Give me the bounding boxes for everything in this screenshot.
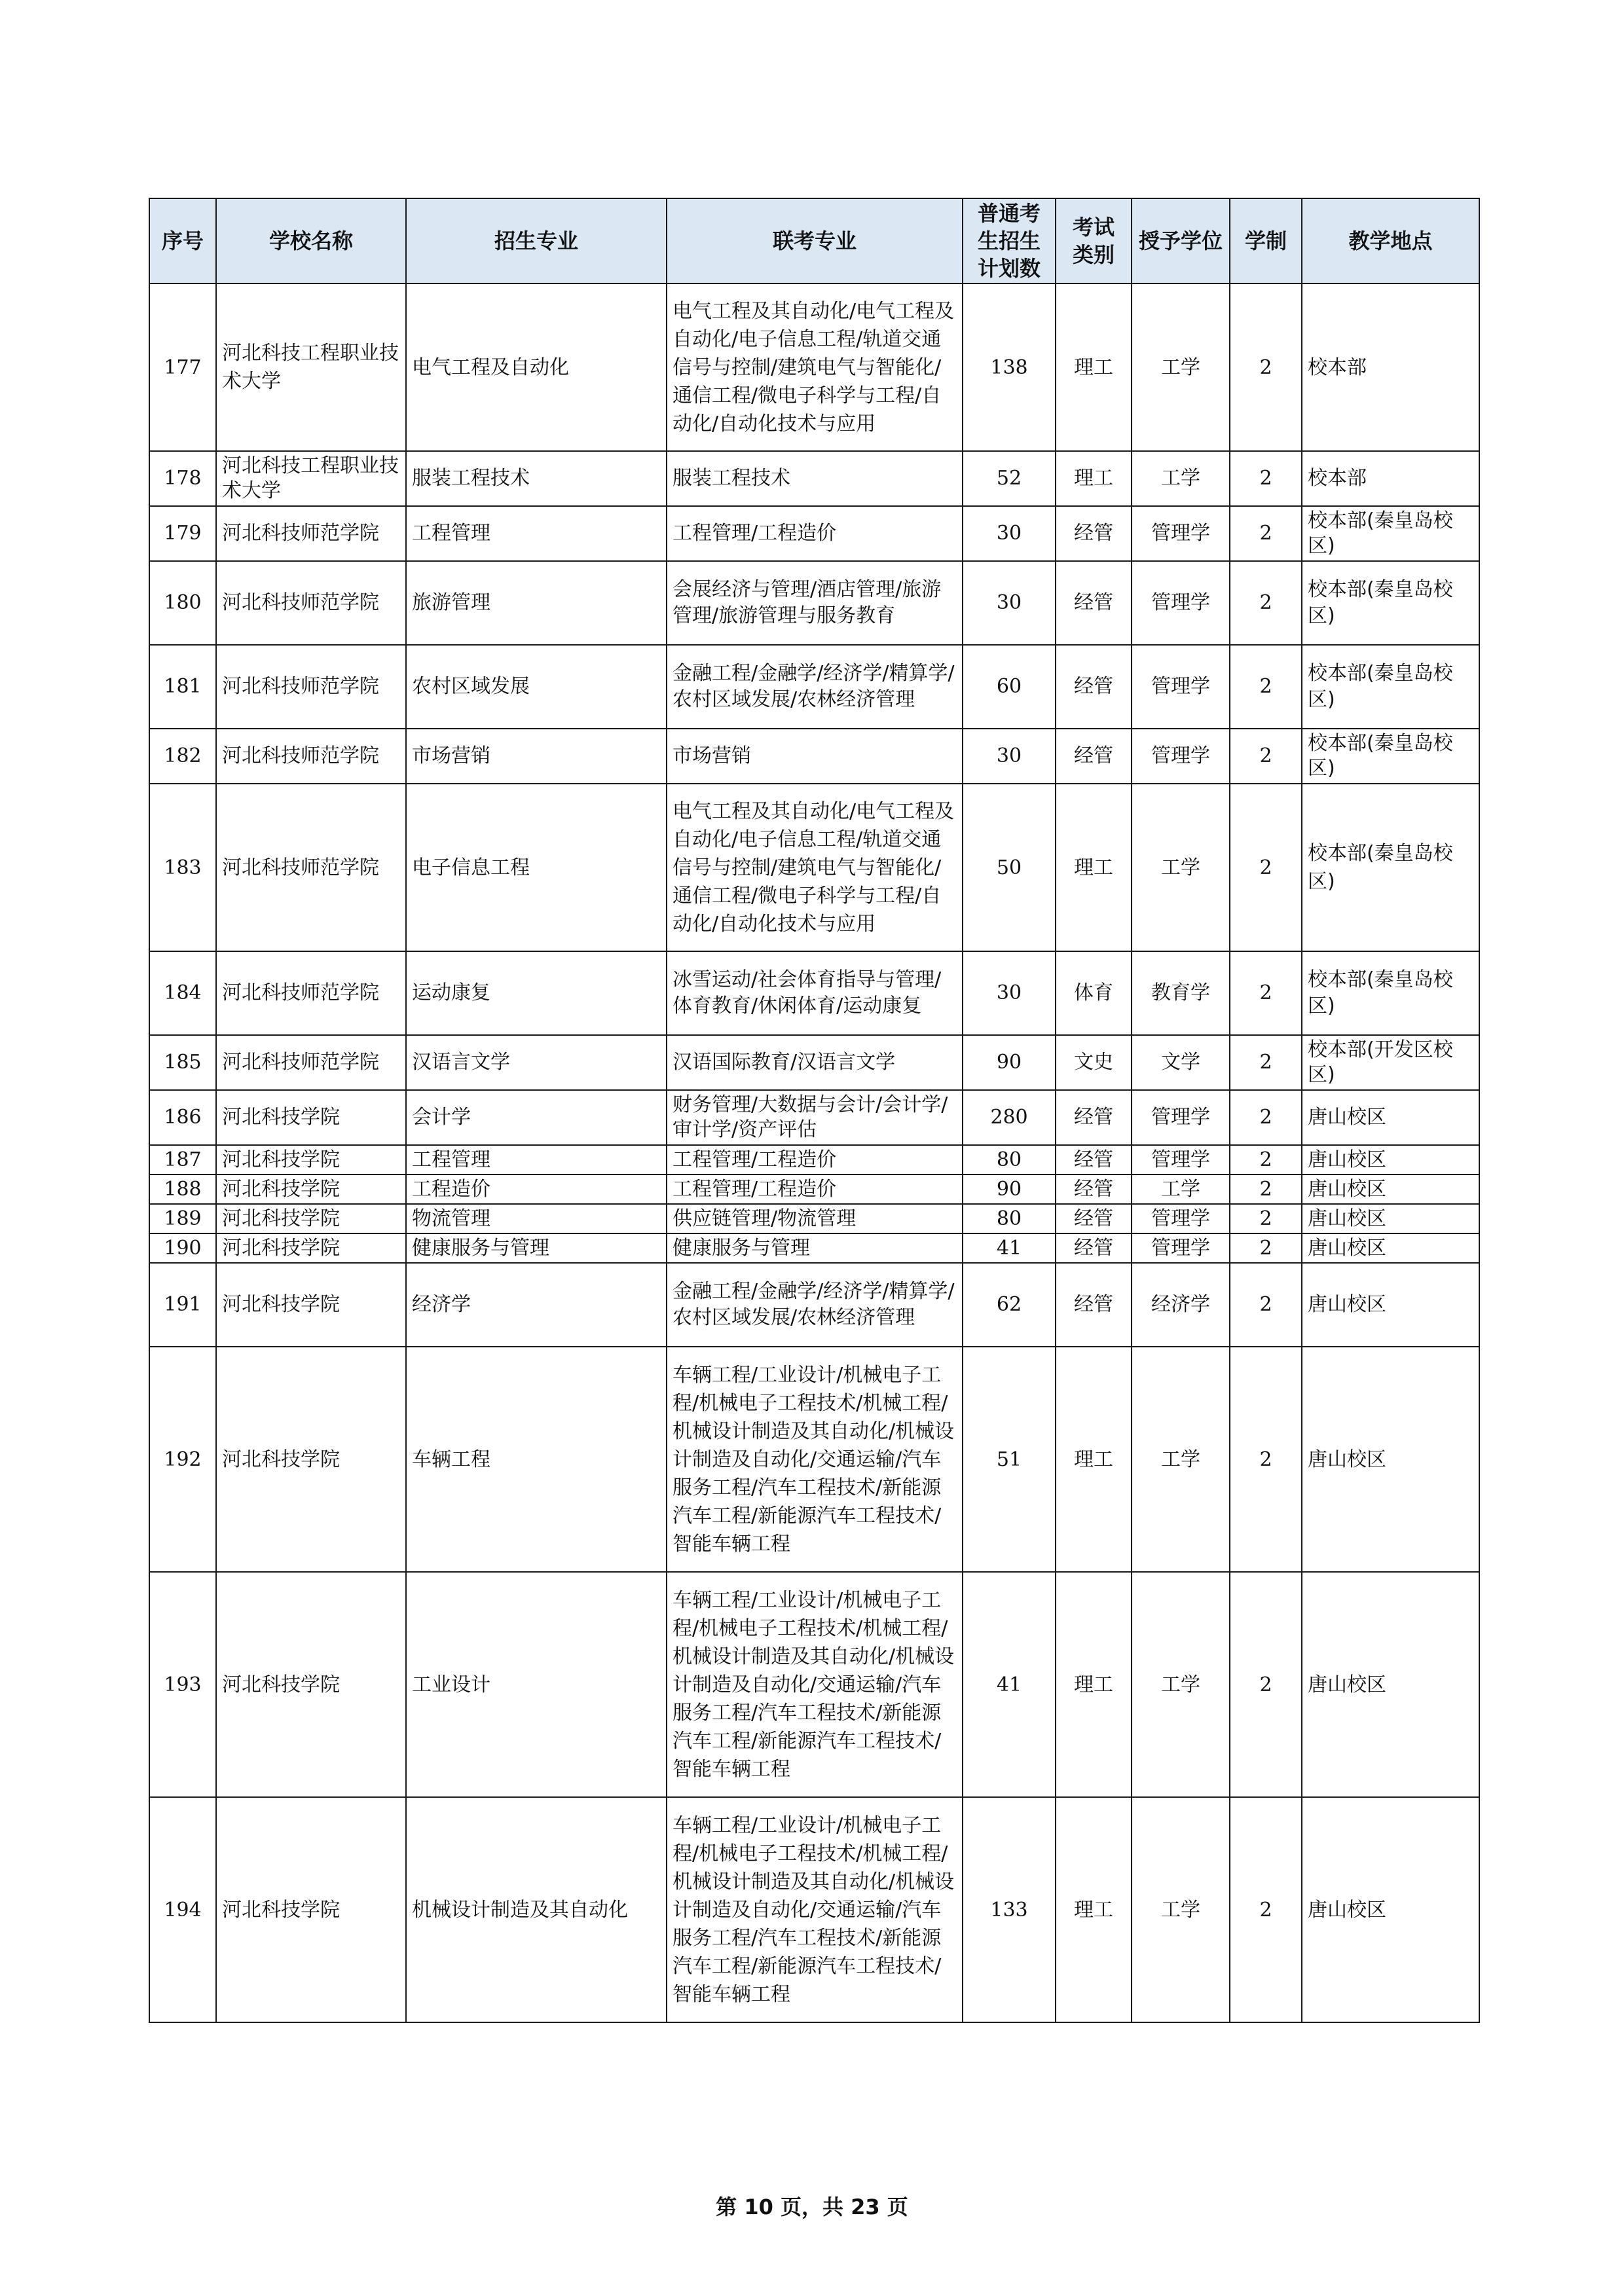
- cell-exam-major: 车辆工程/工业设计/机械电子工程/机械电子工程技术/机械工程/机械设计制造及其自动化/机械设计制造及自动化/交通运输/汽车服务工程/汽车工程技术/新能源汽车工程/新能源汽车工程技术/智能车辆工程: [667, 1572, 963, 1797]
- cell-degree: 工学: [1132, 1175, 1230, 1204]
- cell-no: 192: [149, 1347, 216, 1572]
- cell-category: 经管: [1056, 506, 1132, 561]
- cell-years: 2: [1230, 1175, 1302, 1204]
- table-row: [149, 1145, 1479, 1175]
- cell-category: 理工: [1056, 451, 1132, 506]
- cell-school: 河北科技学院: [216, 1263, 406, 1347]
- cell-degree: 经济学: [1132, 1263, 1230, 1347]
- cell-exam-major: 电气工程及其自动化/电气工程及自动化/电子信息工程/轨道交通信号与控制/建筑电气与智能化/通信工程/微电子科学与工程/自动化/自动化技术与应用: [667, 283, 963, 451]
- cell-major: 会计学: [406, 1090, 667, 1145]
- cell-school: 河北科技师范学院: [216, 729, 406, 784]
- cell-no: 183: [149, 784, 216, 951]
- table-row: [149, 1347, 1479, 1572]
- cell-degree: 工学: [1132, 1572, 1230, 1797]
- cell-major: 机械设计制造及其自动化: [406, 1797, 667, 2022]
- cell-degree: 管理学: [1132, 561, 1230, 645]
- cell-plan: 51: [963, 1347, 1056, 1572]
- cell-degree: 管理学: [1132, 1233, 1230, 1263]
- cell-school: 河北科技学院: [216, 1572, 406, 1797]
- cell-location: 校本部(开发区校区): [1302, 1035, 1479, 1090]
- cell-exam-major: 工程管理/工程造价: [667, 506, 963, 561]
- header-category: [1056, 198, 1132, 283]
- cell-exam-major: 财务管理/大数据与会计/会计学/审计学/资产评估: [667, 1090, 963, 1145]
- cell-category: 经管: [1056, 729, 1132, 784]
- header-school: 学校名称: [216, 198, 406, 283]
- table-row: [149, 1204, 1479, 1233]
- table-row: [149, 1263, 1479, 1347]
- header-plan-line3: 计划数: [977, 256, 1041, 281]
- cell-major: 电气工程及自动化: [406, 283, 667, 451]
- header-major: 招生专业: [406, 198, 667, 283]
- cell-major: 工程管理: [406, 506, 667, 561]
- cell-exam-major: 会展经济与管理/酒店管理/旅游管理/旅游管理与服务教育: [667, 561, 963, 645]
- page-footer: 第 10 页，共 23 页: [716, 2195, 908, 2219]
- cell-years: 2: [1230, 283, 1302, 451]
- cell-degree: 工学: [1132, 283, 1230, 451]
- cell-location: 唐山校区: [1302, 1175, 1479, 1204]
- cell-years: 2: [1230, 506, 1302, 561]
- cell-degree: 管理学: [1132, 1145, 1230, 1175]
- header-plan-line1: 普通考: [977, 201, 1041, 226]
- cell-degree: 工学: [1132, 784, 1230, 951]
- table-row: [149, 1572, 1479, 1797]
- cell-plan: 138: [963, 283, 1056, 451]
- header-years: 学制: [1230, 198, 1302, 283]
- cell-location: 唐山校区: [1302, 1263, 1479, 1347]
- cell-major: 车辆工程: [406, 1347, 667, 1572]
- header-location: 教学地点: [1302, 198, 1479, 283]
- cell-plan: 133: [963, 1797, 1056, 2022]
- cell-category: 经管: [1056, 1090, 1132, 1145]
- cell-no: 190: [149, 1233, 216, 1263]
- table-header-row: [149, 198, 1479, 283]
- table-row: [149, 1175, 1479, 1204]
- cell-years: 2: [1230, 1233, 1302, 1263]
- cell-school: 河北科技学院: [216, 1145, 406, 1175]
- cell-degree: 工学: [1132, 1347, 1230, 1572]
- table-row: [149, 283, 1479, 451]
- cell-school: 河北科技师范学院: [216, 784, 406, 951]
- cell-exam-major: 供应链管理/物流管理: [667, 1204, 963, 1233]
- cell-plan: 90: [963, 1175, 1056, 1204]
- cell-plan: 30: [963, 951, 1056, 1035]
- cell-major: 工程造价: [406, 1175, 667, 1204]
- cell-location: 校本部(秦皇岛校区): [1302, 506, 1479, 561]
- cell-location: 唐山校区: [1302, 1090, 1479, 1145]
- table-row: [149, 1797, 1479, 2022]
- cell-exam-major: 工程管理/工程造价: [667, 1175, 963, 1204]
- cell-category: 经管: [1056, 1204, 1132, 1233]
- cell-degree: 教育学: [1132, 951, 1230, 1035]
- cell-exam-major: 服装工程技术: [667, 451, 963, 506]
- cell-no: 178: [149, 451, 216, 506]
- cell-location: 校本部(秦皇岛校区): [1302, 561, 1479, 645]
- cell-years: 2: [1230, 1204, 1302, 1233]
- cell-location: 唐山校区: [1302, 1204, 1479, 1233]
- cell-years: 2: [1230, 1145, 1302, 1175]
- cell-location: 唐山校区: [1302, 1797, 1479, 2022]
- cell-category: 经管: [1056, 645, 1132, 729]
- cell-school: 河北科技工程职业技术大学: [216, 283, 406, 451]
- cell-years: 2: [1230, 1347, 1302, 1572]
- header-no: 序号: [149, 198, 216, 283]
- cell-category: 理工: [1056, 1572, 1132, 1797]
- cell-category: 理工: [1056, 784, 1132, 951]
- cell-location: 校本部(秦皇岛校区): [1302, 951, 1479, 1035]
- cell-no: 194: [149, 1797, 216, 2022]
- cell-degree: 管理学: [1132, 645, 1230, 729]
- cell-category: 经管: [1056, 1263, 1132, 1347]
- cell-location: 唐山校区: [1302, 1572, 1479, 1797]
- table-row: [149, 729, 1479, 784]
- cell-plan: 41: [963, 1233, 1056, 1263]
- cell-exam-major: 工程管理/工程造价: [667, 1145, 963, 1175]
- cell-major: 运动康复: [406, 951, 667, 1035]
- cell-location: 唐山校区: [1302, 1233, 1479, 1263]
- table-row: [149, 784, 1479, 951]
- table-body: [149, 283, 1479, 2022]
- header-exam-major: 联考专业: [667, 198, 963, 283]
- cell-school: 河北科技师范学院: [216, 506, 406, 561]
- cell-major: 工程管理: [406, 1145, 667, 1175]
- cell-school: 河北科技师范学院: [216, 951, 406, 1035]
- cell-exam-major: 冰雪运动/社会体育指导与管理/体育教育/休闲体育/运动康复: [667, 951, 963, 1035]
- cell-plan: 41: [963, 1572, 1056, 1797]
- cell-years: 2: [1230, 1797, 1302, 2022]
- cell-years: 2: [1230, 1035, 1302, 1090]
- cell-no: 187: [149, 1145, 216, 1175]
- cell-no: 188: [149, 1175, 216, 1204]
- cell-category: 文史: [1056, 1035, 1132, 1090]
- cell-school: 河北科技师范学院: [216, 561, 406, 645]
- cell-school: 河北科技学院: [216, 1090, 406, 1145]
- table-row: [149, 1035, 1479, 1090]
- cell-category: 体育: [1056, 951, 1132, 1035]
- cell-major: 旅游管理: [406, 561, 667, 645]
- cell-exam-major: 健康服务与管理: [667, 1233, 963, 1263]
- table-row: [149, 451, 1479, 506]
- cell-plan: 80: [963, 1145, 1056, 1175]
- cell-location: 唐山校区: [1302, 1347, 1479, 1572]
- cell-location: 校本部(秦皇岛校区): [1302, 729, 1479, 784]
- cell-degree: 管理学: [1132, 506, 1230, 561]
- cell-major: 市场营销: [406, 729, 667, 784]
- header-category-line2: 类别: [1072, 242, 1115, 267]
- cell-no: 193: [149, 1572, 216, 1797]
- cell-location: 唐山校区: [1302, 1145, 1479, 1175]
- cell-location: 校本部(秦皇岛校区): [1302, 645, 1479, 729]
- cell-school: 河北科技工程职业技术大学: [216, 451, 406, 506]
- cell-exam-major: 车辆工程/工业设计/机械电子工程/机械电子工程技术/机械工程/机械设计制造及其自动化/机械设计制造及自动化/交通运输/汽车服务工程/汽车工程技术/新能源汽车工程/新能源汽车工程技术/智能车辆工程: [667, 1347, 963, 1572]
- header-degree: 授予学位: [1132, 198, 1230, 283]
- cell-no: 189: [149, 1204, 216, 1233]
- cell-plan: 52: [963, 451, 1056, 506]
- cell-no: 191: [149, 1263, 216, 1347]
- header-plan: [963, 198, 1056, 283]
- cell-school: 河北科技师范学院: [216, 1035, 406, 1090]
- cell-major: 工业设计: [406, 1572, 667, 1797]
- cell-years: 2: [1230, 561, 1302, 645]
- cell-exam-major: 市场营销: [667, 729, 963, 784]
- cell-category: 经管: [1056, 561, 1132, 645]
- cell-plan: 90: [963, 1035, 1056, 1090]
- cell-category: 经管: [1056, 1233, 1132, 1263]
- cell-years: 2: [1230, 784, 1302, 951]
- cell-degree: 工学: [1132, 451, 1230, 506]
- cell-plan: 62: [963, 1263, 1056, 1347]
- cell-no: 186: [149, 1090, 216, 1145]
- cell-no: 182: [149, 729, 216, 784]
- cell-major: 经济学: [406, 1263, 667, 1347]
- cell-exam-major: 金融工程/金融学/经济学/精算学/农村区域发展/农林经济管理: [667, 1263, 963, 1347]
- cell-major: 物流管理: [406, 1204, 667, 1233]
- cell-degree: 工学: [1132, 1797, 1230, 2022]
- cell-plan: 50: [963, 784, 1056, 951]
- cell-degree: 文学: [1132, 1035, 1230, 1090]
- table-row: [149, 1090, 1479, 1145]
- header-plan-line2: 生招生: [977, 228, 1041, 253]
- cell-major: 农村区域发展: [406, 645, 667, 729]
- cell-major: 服装工程技术: [406, 451, 667, 506]
- cell-major: 健康服务与管理: [406, 1233, 667, 1263]
- cell-location: 校本部: [1302, 451, 1479, 506]
- cell-years: 2: [1230, 951, 1302, 1035]
- cell-major: 电子信息工程: [406, 784, 667, 951]
- cell-exam-major: 金融工程/金融学/经济学/精算学/农村区域发展/农林经济管理: [667, 645, 963, 729]
- cell-years: 2: [1230, 729, 1302, 784]
- table-row: [149, 561, 1479, 645]
- cell-school: 河北科技学院: [216, 1175, 406, 1204]
- cell-degree: 管理学: [1132, 729, 1230, 784]
- cell-category: 理工: [1056, 1797, 1132, 2022]
- cell-school: 河北科技师范学院: [216, 645, 406, 729]
- cell-plan: 30: [963, 561, 1056, 645]
- cell-school: 河北科技学院: [216, 1233, 406, 1263]
- cell-years: 2: [1230, 1090, 1302, 1145]
- cell-no: 181: [149, 645, 216, 729]
- cell-category: 经管: [1056, 1145, 1132, 1175]
- cell-no: 179: [149, 506, 216, 561]
- cell-location: 校本部: [1302, 283, 1479, 451]
- cell-exam-major: 汉语国际教育/汉语言文学: [667, 1035, 963, 1090]
- cell-no: 177: [149, 283, 216, 451]
- cell-plan: 30: [963, 729, 1056, 784]
- cell-years: 2: [1230, 1572, 1302, 1797]
- cell-plan: 80: [963, 1204, 1056, 1233]
- cell-school: 河北科技学院: [216, 1797, 406, 2022]
- admissions-table: [149, 198, 1480, 2023]
- table-row: [149, 1233, 1479, 1263]
- cell-no: 184: [149, 951, 216, 1035]
- table-row: [149, 645, 1479, 729]
- table-row: [149, 951, 1479, 1035]
- cell-years: 2: [1230, 645, 1302, 729]
- cell-plan: 30: [963, 506, 1056, 561]
- cell-degree: 管理学: [1132, 1204, 1230, 1233]
- cell-category: 理工: [1056, 1347, 1132, 1572]
- cell-no: 185: [149, 1035, 216, 1090]
- cell-category: 经管: [1056, 1175, 1132, 1204]
- cell-school: 河北科技学院: [216, 1347, 406, 1572]
- cell-school: 河北科技学院: [216, 1204, 406, 1233]
- cell-no: 180: [149, 561, 216, 645]
- cell-years: 2: [1230, 451, 1302, 506]
- cell-years: 2: [1230, 1263, 1302, 1347]
- cell-category: 理工: [1056, 283, 1132, 451]
- cell-exam-major: 车辆工程/工业设计/机械电子工程/机械电子工程技术/机械工程/机械设计制造及其自动化/机械设计制造及自动化/交通运输/汽车服务工程/汽车工程技术/新能源汽车工程/新能源汽车工程技术/智能车辆工程: [667, 1797, 963, 2022]
- cell-plan: 60: [963, 645, 1056, 729]
- header-category-line1: 考试: [1072, 215, 1115, 240]
- table-row: [149, 506, 1479, 561]
- cell-plan: 280: [963, 1090, 1056, 1145]
- cell-exam-major: 电气工程及其自动化/电气工程及自动化/电子信息工程/轨道交通信号与控制/建筑电气与智能化/通信工程/微电子科学与工程/自动化/自动化技术与应用: [667, 784, 963, 951]
- cell-major: 汉语言文学: [406, 1035, 667, 1090]
- cell-location: 校本部(秦皇岛校区): [1302, 784, 1479, 951]
- cell-degree: 管理学: [1132, 1090, 1230, 1145]
